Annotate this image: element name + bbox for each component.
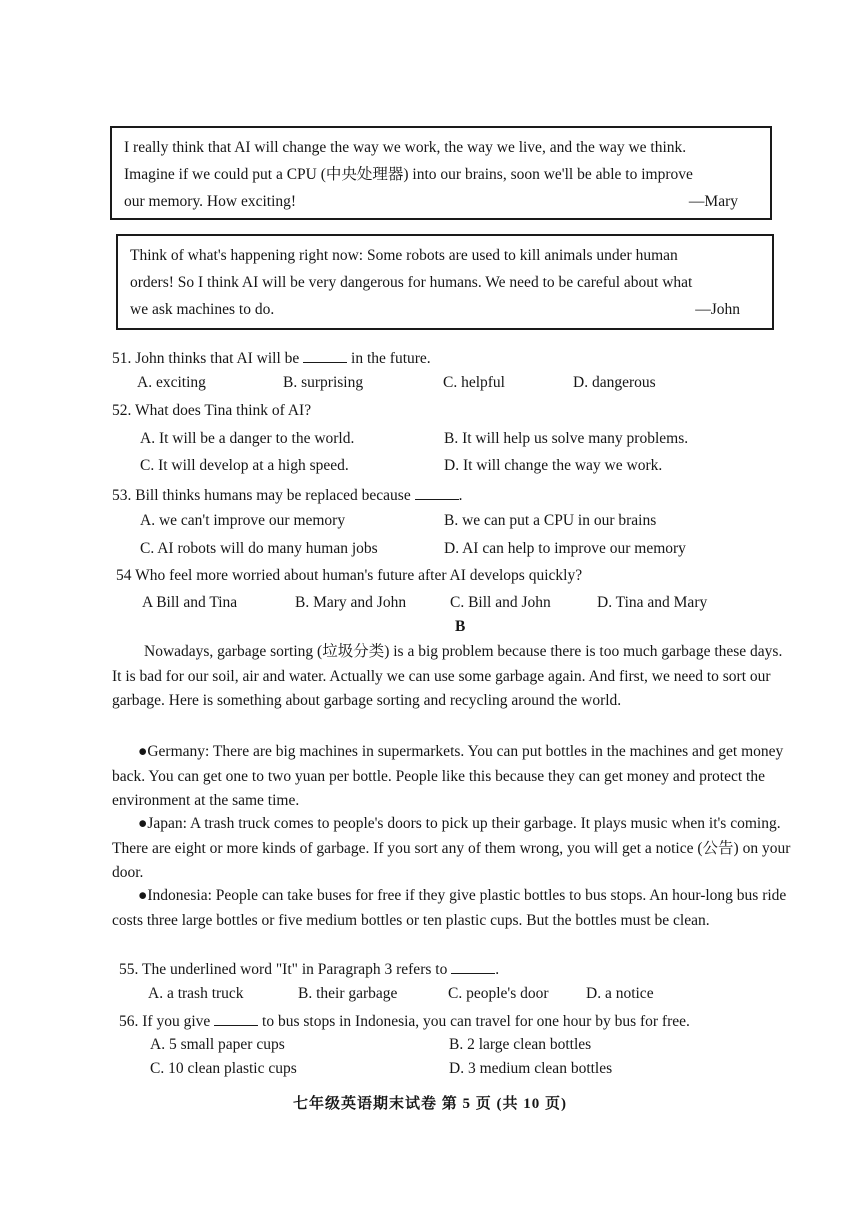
john-opinion-box [116,234,774,330]
option-51-a: A. exciting [137,374,206,391]
question-stem: If you give [142,1013,211,1030]
question-number: 53. [112,487,132,504]
question-number: 55. [119,961,139,978]
option-54-c: C. Bill and John [450,594,551,611]
option-51-b: B. surprising [283,374,364,391]
page-footer: 七年级英语期末试卷 第 5 页 (共 10 页) [293,1096,567,1112]
question-54 [116,567,582,585]
john-line-1: Think of what's happening right now: Some robots are used to kill animals under human [130,247,678,264]
passage-intro: Nowadays, garbage sorting (垃圾分类) is a big problem because there is too much garbage these days. It is bad for our soil, air and water. Actually we can use some garbage again. And first, we need to sort our garbage. Here is something about garbage sorting and recycling around the world. [112,643,783,709]
option-54-a: A Bill and Tina [142,594,238,611]
question-number: 56. [119,1013,139,1030]
option-54-b: B. Mary and John [295,594,407,611]
passage-japan: ●Japan: A trash truck comes to people's doors to pick up their garbage. It plays music when it's coming. There are eight or more kinds of garbage. If you sort any of them wrong, you will get a notice (公告) on your door. [112,815,791,881]
option-53-d: D. AI can help to improve our memory [444,540,686,557]
option-56-b: B. 2 large clean bottles [449,1036,592,1053]
question-number: 51. [112,350,132,367]
option-56-d: D. 3 medium clean bottles [449,1060,613,1077]
john-signature: —John [695,301,740,318]
option-51-d: D. dangerous [573,374,656,391]
question-stem: Bill thinks humans may be replaced because [135,487,411,504]
answer-blank [214,1011,258,1026]
question-number: 54 [116,567,132,584]
option-55-d: D. a notice [586,985,654,1002]
option-56-c: C. 10 clean plastic cups [150,1060,297,1077]
question-stem: The underlined word "It" in Paragraph 3 refers to [141,961,448,978]
question-stem-end: . [458,487,463,504]
option-52-d: D. It will change the way we work. [444,457,663,474]
option-56-a: A. 5 small paper cups [150,1036,285,1053]
john-line-3: we ask machines to do. [130,301,275,318]
question-52 [112,402,311,420]
section-label: B [455,618,466,635]
option-52-a: A. It will be a danger to the world. [140,430,355,447]
option-53-a: A. we can't improve our memory [140,512,346,529]
mary-line-2: Imagine if we could put a CPU (中央处理器) into our brains, soon we'll be able to improve [124,166,693,183]
option-55-a: A. a trash truck [148,985,244,1002]
question-55 [119,959,499,979]
question-stem: What does Tina think of AI? [134,402,312,419]
question-53 [112,485,462,505]
question-stem: Who feel more worried about human's future after AI develops quickly? [135,567,583,584]
option-53-c: C. AI robots will do many human jobs [140,540,378,557]
option-54-d: D. Tina and Mary [597,594,708,611]
option-55-c: C. people's door [448,985,549,1002]
question-stem-end: . [495,961,500,978]
question-56 [119,1011,690,1031]
mary-line-3-row [124,188,760,215]
mary-line-3: our memory. How exciting! [124,193,297,210]
option-55-b: B. their garbage [298,985,398,1002]
passage-germany: ●Germany: There are big machines in supermarkets. You can put bottles in the machines and get money back. You can get one to two yuan per bottle. People like this because they can get money and protect the environment at the same time. [112,743,784,809]
option-53-b: B. we can put a CPU in our brains [444,512,657,529]
answer-blank [451,959,495,974]
mary-signature: —Mary [688,193,738,210]
answer-blank [415,485,459,500]
option-52-b: B. It will help us solve many problems. [444,430,689,447]
question-stem-end: in the future. [351,350,431,367]
mary-line-1: I really think that AI will change the way we work, the way we live, and the way we think. [124,139,687,156]
question-stem: John thinks that AI will be [135,350,300,367]
passage-indonesia: ●Indonesia: People can take buses for free if they give plastic bottles to bus stops. An hour-long bus ride costs three large bottles or five medium bottles or ten plastic cups. But the bottles must be clean. [112,887,787,929]
option-52-c: C. It will develop at a high speed. [140,457,349,474]
question-stem-end: to bus stops in Indonesia, you can travel for one hour by bus for free. [262,1013,690,1030]
question-51 [112,348,431,368]
answer-blank [303,348,347,363]
question-number: 52. [112,402,132,419]
option-51-c: C. helpful [443,374,505,391]
john-line-3-row [130,296,762,323]
mary-opinion-box [110,126,772,220]
john-line-2: orders! So I think AI will be very dangerous for humans. We need to be careful about what [130,274,693,291]
